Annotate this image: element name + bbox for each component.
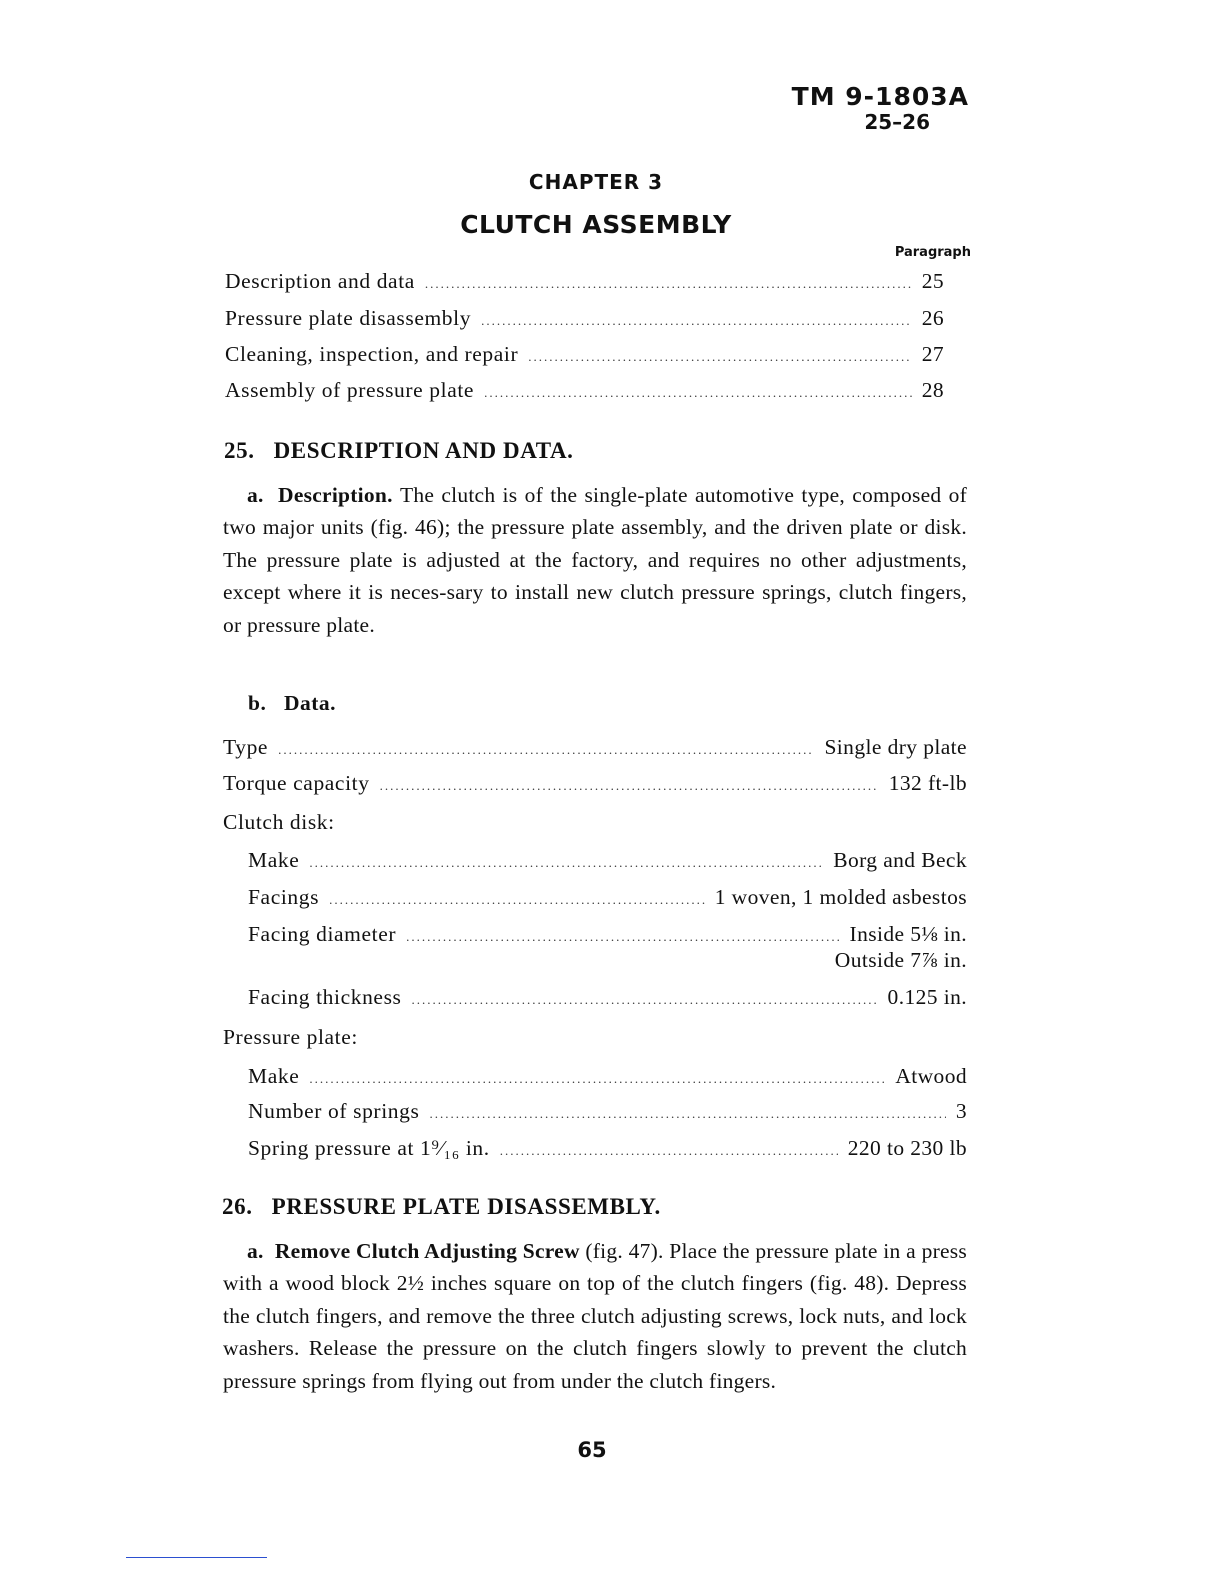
dot-leader — [329, 885, 705, 915]
subpara-title: Description. — [278, 483, 393, 507]
data-row-facings — [248, 882, 967, 912]
data-value: 220 to 230 lb — [847, 1136, 967, 1160]
dot-leader — [528, 342, 911, 372]
toc-label: Assembly of pressure plate — [225, 378, 475, 402]
data-row-torque — [223, 768, 967, 798]
dot-leader — [309, 848, 823, 878]
data-row-disk-make — [248, 845, 967, 875]
data-label: Torque capacity — [223, 771, 370, 795]
toc-paragraph: 26 — [921, 306, 944, 330]
dot-leader — [429, 1099, 945, 1129]
toc-paragraph: 28 — [921, 378, 944, 402]
toc-paragraph: 25 — [921, 269, 944, 293]
data-label: Type — [223, 735, 269, 759]
data-value: 132 ft-lb — [888, 771, 967, 795]
subpara-title: Remove Clutch Adjusting Screw — [274, 1239, 580, 1263]
data-row-facing-thickness — [248, 982, 967, 1012]
description-text: The clutch is of the single-plate automotive type, composed of two major units (fig. 46); the pressure plate assembly, and the driven plate or disk. The pressure plate is adjusted at the factory, and requires no other adjustments, except where it is neces-sary to install new clutch pressure springs, clutch fingers, or pressure plate. — [223, 483, 968, 637]
pressure-plate-heading: Pressure plate: — [223, 1025, 358, 1049]
data-row-type — [223, 732, 967, 762]
data-value: 1 woven, 1 molded asbestos — [714, 885, 967, 909]
toc-row — [225, 339, 944, 369]
toc-label: Description and data — [225, 269, 415, 293]
description-paragraph — [223, 479, 967, 641]
footnote-rule — [126, 1557, 267, 1558]
dot-leader — [309, 1064, 885, 1094]
disassembly-text: (fig. 47). Place the pressure plate in a press with a wood block 2½ inches square on top of the clutch fingers (fig. 48). Depress the clutch fingers, and remove the three clutch adjusting screws, lock nuts, and lock washers. Release the pressure on the clutch fingers slowly to prevent the clutch pressure springs from flying out from under the clutch fingers. — [223, 1239, 968, 1393]
dot-leader — [425, 269, 912, 299]
toc-paragraph: 27 — [921, 342, 944, 366]
data-value: 3 — [955, 1099, 967, 1123]
chapter-label: CHAPTER 3 — [528, 170, 664, 194]
data-value: Atwood — [895, 1064, 967, 1088]
section-heading-25: 25. DESCRIPTION AND DATA. — [224, 438, 574, 463]
data-row-spring-pressure — [248, 1133, 967, 1163]
dot-leader — [481, 306, 912, 336]
data-label: Facings — [248, 885, 320, 909]
facing-diameter-outside: Outside 7⅞ in. — [834, 948, 967, 972]
data-value: Inside 5⅛ in. — [849, 922, 967, 946]
paragraph-column-label: Paragraph — [894, 245, 971, 260]
dot-leader — [380, 771, 879, 801]
clutch-disk-heading: Clutch disk: — [223, 810, 335, 834]
data-label: Spring pressure at 1⁹⁄₁₆ in. — [248, 1136, 490, 1160]
chapter-title: CLUTCH ASSEMBLY — [460, 210, 732, 239]
data-value: 0.125 in. — [887, 985, 967, 1009]
data-label: Make — [248, 848, 300, 872]
dot-leader — [406, 922, 839, 952]
toc-row — [225, 303, 944, 333]
toc-row — [225, 375, 944, 405]
subpara-label: a. — [247, 483, 264, 507]
manual-code: TM 9-1803A — [791, 82, 969, 111]
section-heading-26: 26. PRESSURE PLATE DISASSEMBLY. — [222, 1194, 661, 1219]
dot-leader — [412, 985, 878, 1015]
data-label: Make — [248, 1064, 300, 1088]
data-row-plate-make — [248, 1061, 967, 1091]
data-value: Single dry plate — [824, 735, 967, 759]
data-label: Facing diameter — [248, 922, 397, 946]
subpara-label: b. — [248, 691, 267, 715]
data-label: Facing thickness — [248, 985, 402, 1009]
data-subheading — [248, 691, 336, 716]
subpara-label: a. — [247, 1239, 264, 1263]
paragraph-range: 25–26 — [864, 110, 930, 134]
dot-leader — [278, 735, 814, 765]
data-row-springs — [248, 1096, 967, 1126]
subpara-title: Data. — [283, 691, 337, 715]
toc-label: Pressure plate disassembly — [225, 306, 472, 330]
page-number: 65 — [577, 1438, 607, 1462]
dot-leader — [484, 378, 912, 408]
data-label: Number of springs — [248, 1099, 420, 1123]
toc-label: Cleaning, inspection, and repair — [225, 342, 519, 366]
toc-row — [225, 266, 944, 296]
dot-leader — [500, 1136, 838, 1166]
data-value: Borg and Beck — [833, 848, 967, 872]
disassembly-paragraph — [223, 1235, 967, 1397]
